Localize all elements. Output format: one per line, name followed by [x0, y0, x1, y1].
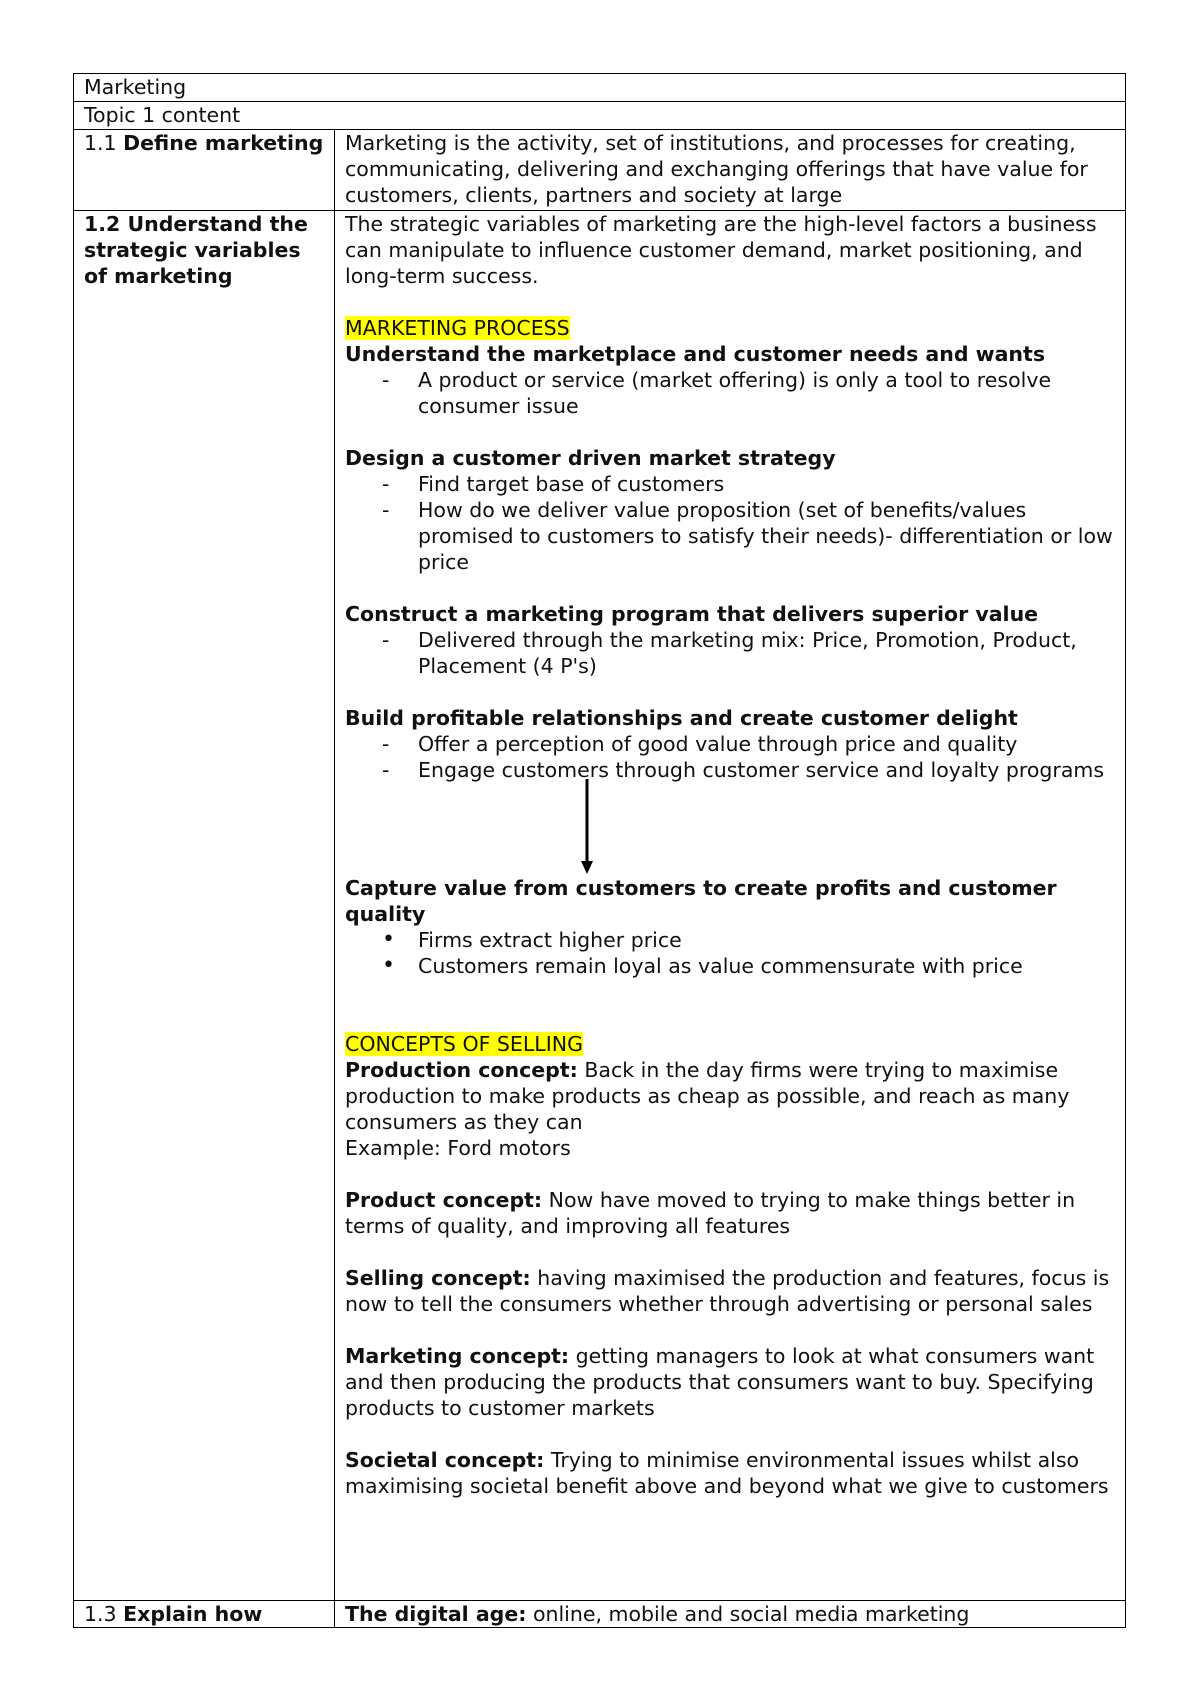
explain-term: The digital age:: [345, 1602, 527, 1626]
list-item: - Delivered through the marketing mix: Price, Promotion, Product, Placement (4 P's): [418, 627, 1115, 679]
explain-content-cell: [335, 1601, 1126, 1628]
concept-societal: Societal concept: Trying to minimise environmental issues whilst also maximising societal benefit above and beyond what we give to customers: [345, 1448, 1109, 1498]
strategic-intro: The strategic variables of marketing are the high-level factors a business can manipulate to influence customer demand, market positioning, and long-term success.: [345, 212, 1097, 288]
step2-list: [345, 471, 1115, 575]
step2-heading: Design a customer driven market strategy: [345, 446, 836, 470]
list-item: - Find target base of customers: [418, 471, 1115, 497]
concept-example: Example: Ford motors: [345, 1136, 571, 1160]
explain-row: [74, 1601, 1126, 1628]
step5-heading: Capture value from customers to create profits and customer quality: [345, 876, 1057, 926]
selling-heading: CONCEPTS OF SELLING: [345, 1032, 583, 1056]
step3-list: [345, 627, 1115, 679]
define-label-cell: [74, 130, 335, 211]
strategic-label: 1.2 Understand the strategic variables of marketing: [84, 212, 308, 288]
define-text-cell: [335, 130, 1126, 211]
explain-number: 1.3: [84, 1602, 117, 1626]
step1-list: [345, 367, 1115, 419]
list-item: - Offer a perception of good value through price and quality: [418, 731, 1115, 757]
document-title: Marketing: [74, 74, 1126, 102]
list-item: - A product or service (market offering) is only a tool to resolve consumer issue: [418, 367, 1115, 419]
define-row: [74, 130, 1126, 211]
define-text: Marketing is the activity, set of institutions, and processes for creating, communicating, delivering and exchanging offerings that have value for customers, clients, partners and society at large: [345, 131, 1088, 207]
concept-product: Product concept: Now have moved to trying to make things better in terms of quality, and improving all features: [345, 1188, 1076, 1238]
step1-heading: Understand the marketplace and customer needs and wants: [345, 342, 1046, 366]
down-arrow-icon: [580, 779, 594, 875]
strategic-content-cell: [335, 211, 1126, 1601]
step3-heading: Construct a marketing program that delivers superior value: [345, 602, 1039, 626]
list-item: - Engage customers through customer service and loyalty programs: [418, 757, 1115, 783]
step4-heading: Build profitable relationships and create customer delight: [345, 706, 1018, 730]
process-heading: MARKETING PROCESS: [345, 316, 570, 340]
strategic-label-cell: [74, 211, 335, 1601]
step4-list: [345, 731, 1115, 783]
explain-text: online, mobile and social media marketing: [526, 1602, 970, 1626]
list-item: - How do we deliver value proposition (set of benefits/values promised to customers to satisfy their needs)- differentiation or low price: [418, 497, 1115, 575]
concept-production: Production concept: Back in the day firms were trying to maximise production to make products as cheap as possible, and reach as many consumers as they can: [345, 1058, 1070, 1134]
title-row: [74, 74, 1126, 102]
concept-marketing: Marketing concept: getting managers to look at what consumers want and then producing the products that consumers want to buy. Specifying products to customer markets: [345, 1344, 1095, 1420]
define-number: 1.1: [84, 131, 117, 155]
explain-label: Explain how: [123, 1602, 263, 1626]
strategic-row: [74, 211, 1126, 1601]
define-label: Define marketing: [123, 131, 324, 155]
topic-heading: Topic 1 content: [74, 102, 1126, 130]
topic-row: [74, 102, 1126, 130]
explain-label-cell: [74, 1601, 335, 1628]
step5-list: [345, 927, 1115, 979]
concept-selling: Selling concept: having maximised the production and features, focus is now to tell the consumers whether through advertising or personal sales: [345, 1266, 1110, 1316]
list-item: • Customers remain loyal as value commensurate with price: [418, 953, 1115, 979]
list-item: • Firms extract higher price: [418, 927, 1115, 953]
content-table: [73, 73, 1126, 1628]
arrow-container: [345, 783, 1115, 875]
